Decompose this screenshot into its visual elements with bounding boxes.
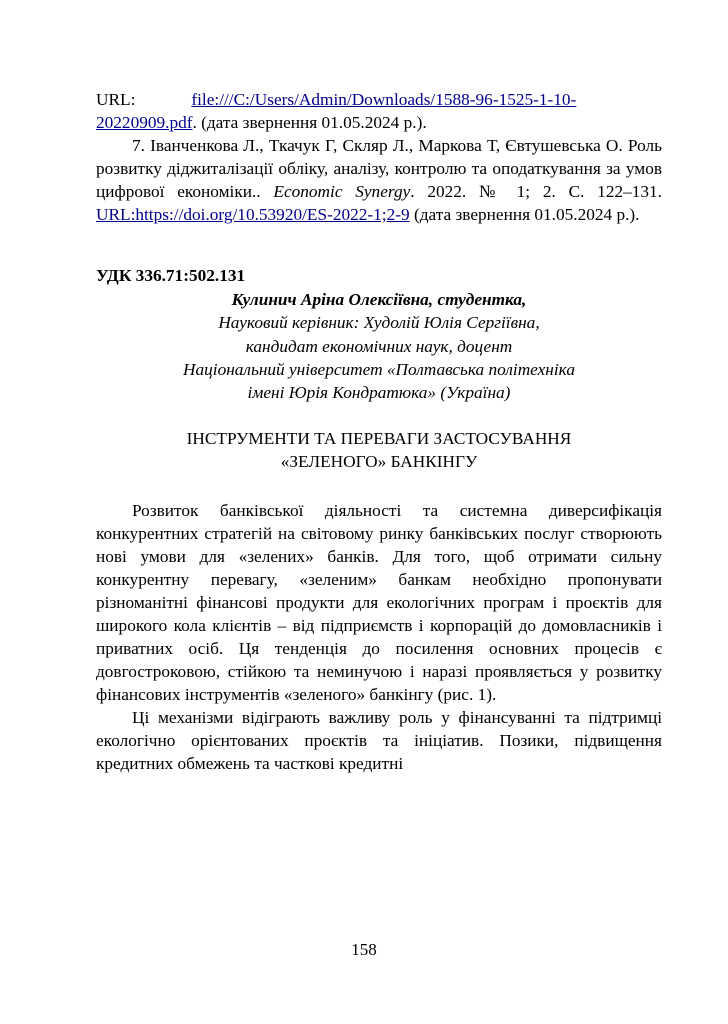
article-title-line-2: «ЗЕЛЕНОГО» БАНКІНГУ [280,452,478,472]
article-title [96,427,662,474]
author-block [96,288,662,405]
document-page [96,88,662,775]
reference-item-7-issue: . 2022. № 1; 2. С. 122–131. [410,182,662,201]
reference-item-7-journal: Economic Synergy [273,182,411,201]
author-name-line: Кулинич Аріна Олексіївна, студентка, [231,290,527,309]
affiliation-line-2: імені Юрія Кондратюка» (Україна) [247,383,511,403]
body-paragraph-1: Розвиток банківської діяльності та системна диверсифікація конкурентних стратегій на світовому ринку банківських послуг створюють нові умови для «зелених» банків. Для того, щоб отримати сильну конкурентну перевагу, «зеленим» банкам необхідно пропонувати різноманітні фінансові продукти для екологічних програм і проєктів для широкого кола клієнтів – від підприємств і корпорацій до домовласників і приватних осіб. Ця тенденція до посилення основних процесів є довгостроковою, стійкою та неминучою і наразі проявляється у розвитку фінансових інструментів «зеленого» банкінгу (рис. 1). [96,501,662,705]
udc-code: УДК 336.71:502.131 [96,266,246,285]
supervisor-line: Науковий керівник: Худолій Юлія Сергіївна, [218,313,540,333]
reference-url-line [96,88,662,134]
reference-item-7-access-date: (дата звернення 01.05.2024 р.). [409,205,640,224]
reference-item-7-text: 7. Іванченкова Л., Ткачук Г, Скляр Л., Маркова Т, Євтушевська О. Роль розвитку діджиталізації обліку, аналізу, контролю та оподаткування за умов цифрової економіки.. [96,136,662,201]
body-paragraph-2: Ці механізми відіграють важливу роль у фінансуванні та підтримці екологічно орієнтованих проєктів та ініціатив. Позики, підвищення кредитних обмежень та часткові кредитні [96,708,662,774]
page-number: 158 [351,940,377,959]
reference-item-7 [96,134,662,226]
reference-url-link-continued[interactable]: 20220909.pdf [96,113,193,132]
supervisor-degree-line: кандидат економічних наук, доцент [245,336,513,356]
reference-url-link[interactable]: file:///C:/Users/Admin/Downloads/1588-96-1525-1-10- [191,90,577,109]
affiliation-line-1: Національний університет «Полтавська політехніка [183,360,575,380]
url-label: URL: [96,90,136,109]
article-body [96,499,662,775]
article-title-line-1: ІНСТРУМЕНТИ ТА ПЕРЕВАГИ ЗАСТОСУВАННЯ [186,428,572,448]
reference-url-access-date: . (дата звернення 01.05.2024 р.). [192,113,427,132]
reference-item-7-doi-link[interactable]: URL:https://doi.org/10.53920/ES-2022-1;2-9 [96,205,410,224]
